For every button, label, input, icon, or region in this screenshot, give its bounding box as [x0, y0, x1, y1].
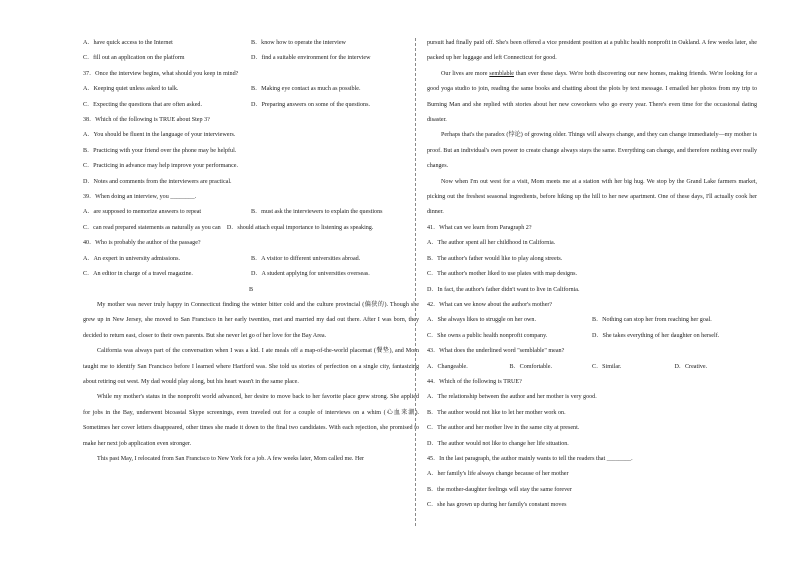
q36-option-b: B．know how to operate the interview [251, 40, 346, 46]
underlined-word: semblable [489, 70, 514, 77]
q38-option-a: A．You should be fluent in the language of your interviewers. [83, 132, 236, 139]
q38-option-d: D．Notes and comments from the interviewers are practical. [83, 178, 232, 185]
q37-option-d: D．Preparing answers on some of the questions. [251, 101, 370, 108]
q44-stem: 44．Which of the following is TRUE? [427, 378, 522, 385]
q36-options-row-1 [83, 36, 419, 51]
q40-options-row-1 [83, 252, 419, 267]
q39-options-row-1 [83, 205, 419, 220]
q37-option-a: A．Keeping quiet unless asked to talk. [83, 86, 179, 93]
q42-stem: 42．What can we know about the author's mother? [427, 301, 553, 308]
q45-option-a: A．her family's life always change because of her mother [427, 471, 569, 478]
q37-options-row-1 [83, 82, 419, 97]
q37-stem: 37．Once the interview begins, what should you keep in mind? [83, 70, 239, 77]
q38-option-c: C．Practicing in advance may help improve your performance. [83, 163, 238, 170]
q43-option-c: C．Similar. [592, 363, 622, 370]
passage-paragraph-6: Perhaps that's the paradox (悖论) of growing older. Things will always change, and they can change immediately—my mother is proof. But an individual's own power to create change always stays the same. Everything can change, and therefore nothing ever really changes. [427, 132, 757, 170]
q39-option-a: A．are supposed to memorize answers to repeat [83, 209, 202, 216]
q45-option-b: B．the mother-daughter feelings will stay the same forever [427, 486, 572, 493]
q42-option-c: C．She owns a public health nonprofit company. [427, 332, 548, 339]
q42-options-row-2 [427, 329, 757, 344]
q36-option-a: A．have quick access to the Internet [83, 40, 173, 46]
q36-option-d: D．find a suitable environment for the interview [251, 55, 371, 62]
passage-paragraph-2: California was always part of the conversation when I was a kid. I ate meals off a map-of-the-world placemat (餐垫), and Mom taught me to identify San Francisco before I learned where Hartford was. She told us stories of perfection on a single city, fantasizing about retiring out west. My dad would play along, but his heart wasn't in the same place. [83, 348, 419, 385]
q43-option-b: B．Comfortable. [509, 363, 552, 370]
q41-option-b: B．The author's father would like to play along streets. [427, 255, 563, 262]
passage-paragraph-4: This past May, I relocated from San Francisco to New York for a job. A few weeks later, Mom called me. Her [97, 455, 365, 462]
paragraph-5-after: than ever these days. We're both discovering our new homes, making friends. We're looking for a good yoga studio to join, reading the same books and chatting about the plots by text message. I emailed her photos from my trip to Burning Man and she replied with stories about her new coworkers who go every year. There's even time for the occasional dating disaster. [427, 70, 757, 124]
q38-stem: 38．Which of the following is TRUE about Step 3? [83, 117, 210, 124]
q39-option-b: B．must ask the interviewers to explain the questions [251, 209, 383, 216]
q40-stem: 40．Who is probably the author of the passage? [83, 240, 201, 247]
q42-option-a: A．She always likes to struggle on her own. [427, 317, 536, 324]
q37-option-b: B．Making eye contact as much as possible. [251, 86, 361, 93]
q40-options-row-2 [83, 267, 419, 282]
q44-option-c: C．The author and her mother live in the same city at present. [427, 425, 580, 432]
passage-paragraph-1: My mother was never truly happy in Connecticut finding the winter bitter cold and the culture provincial (偏狭的). Though she grew up in New Jersey, she moved to San Francisco in her early twenties, met and married my dad out there. After I was born, they decided to return east, closer to their own parents. But she never let go of her love for the Bay Area. [83, 301, 419, 339]
q43-stem: 43．What does the underlined word "semblable" mean? [427, 348, 565, 355]
passage-paragraph-7: Now when I'm out west for a visit, Mom meets me at a station with her big hug. We stop by the Grand Lake farmers market, picking out the freshest seasonal ingredients, before hiking up the hill to her new apartment. One of these days, I'll actually cook her dinner. [427, 178, 757, 216]
q37-options-row-2 [83, 98, 419, 113]
q45-stem: 45．In the last paragraph, the author mainly wants to tell the readers that ________. [427, 455, 633, 462]
q43-options-row [427, 360, 757, 375]
passage-paragraph-4-continued: pursuit had finally paid off. She's been offered a vice president position at a public health nonprofit in Oakland. A few weeks later, she packed up her luggage and left Connecticut for good. [427, 40, 757, 62]
q40-option-c: C．An editor in charge of a travel magazine. [83, 271, 193, 278]
q41-stem: 41．What can we learn from Paragraph 2? [427, 224, 532, 231]
left-column [83, 36, 419, 467]
q39-option-d: D．should attach equal importance to listening as speaking. [226, 224, 374, 231]
q43-option-a: A．Changeable. [427, 363, 468, 370]
q41-option-d: D．In fact, the author's father didn't want to live in California. [427, 286, 580, 293]
section-b-heading: B [248, 286, 254, 293]
paragraph-5-before: Our lives are more [441, 70, 490, 77]
q44-option-b: B．The author would not like to let her mother work on. [427, 409, 566, 416]
passage-paragraph-3: While my mother's status in the nonprofit world advanced, her desire to move back to her favorite place grew strong. She applied for jobs in the Bay, underwent bicoastal Skype screenings, even traveled out for a couple of interviews on a whim (心血来潮). Sometimes her cover letters disappeared, other times she made it down to the final two candidates. With each rejection, she promised to make her next job application even stronger. [83, 394, 419, 447]
q40-option-a: A．An expert in university admissions. [83, 255, 180, 262]
q40-option-b: B．A visitor to different universities abroad. [251, 255, 361, 262]
q45-option-c: C．she has grown up during her family's constant moves [427, 502, 567, 509]
q40-option-d: D．A student applying for universities overseas. [251, 271, 370, 278]
q39-options-row-2 [83, 221, 419, 236]
q44-option-d: D．The author would not like to change her life situation. [427, 440, 569, 447]
q39-stem: 39．When doing an interview, you ________. [83, 194, 197, 201]
right-column [427, 36, 757, 514]
q39-option-c: C．can read prepared statements as naturally as you can [83, 224, 221, 231]
q42-options-row-1 [427, 313, 757, 328]
q41-option-c: C．The author's mother liked to use plates with map designs. [427, 271, 578, 278]
q42-option-b: B．Nothing can stop her from reaching her goal. [592, 317, 712, 324]
q37-option-c: C．Expecting the questions that are often asked. [83, 101, 202, 108]
q36-option-c: C．fill out an application on the platform [83, 55, 185, 62]
q43-option-d: D．Creative. [674, 363, 708, 370]
passage-paragraph-5 [427, 67, 757, 129]
q38-option-b: B．Practicing with your friend over the phone may be helpful. [83, 147, 237, 154]
q36-options-row-2 [83, 51, 419, 66]
q42-option-d: D．She takes everything of her daughter on herself. [592, 332, 720, 339]
q44-option-a: A．The relationship between the author and her mother is very good. [427, 394, 597, 401]
q41-option-a: A．The author spent all her childhood in California. [427, 240, 556, 247]
column-divider [415, 38, 416, 526]
